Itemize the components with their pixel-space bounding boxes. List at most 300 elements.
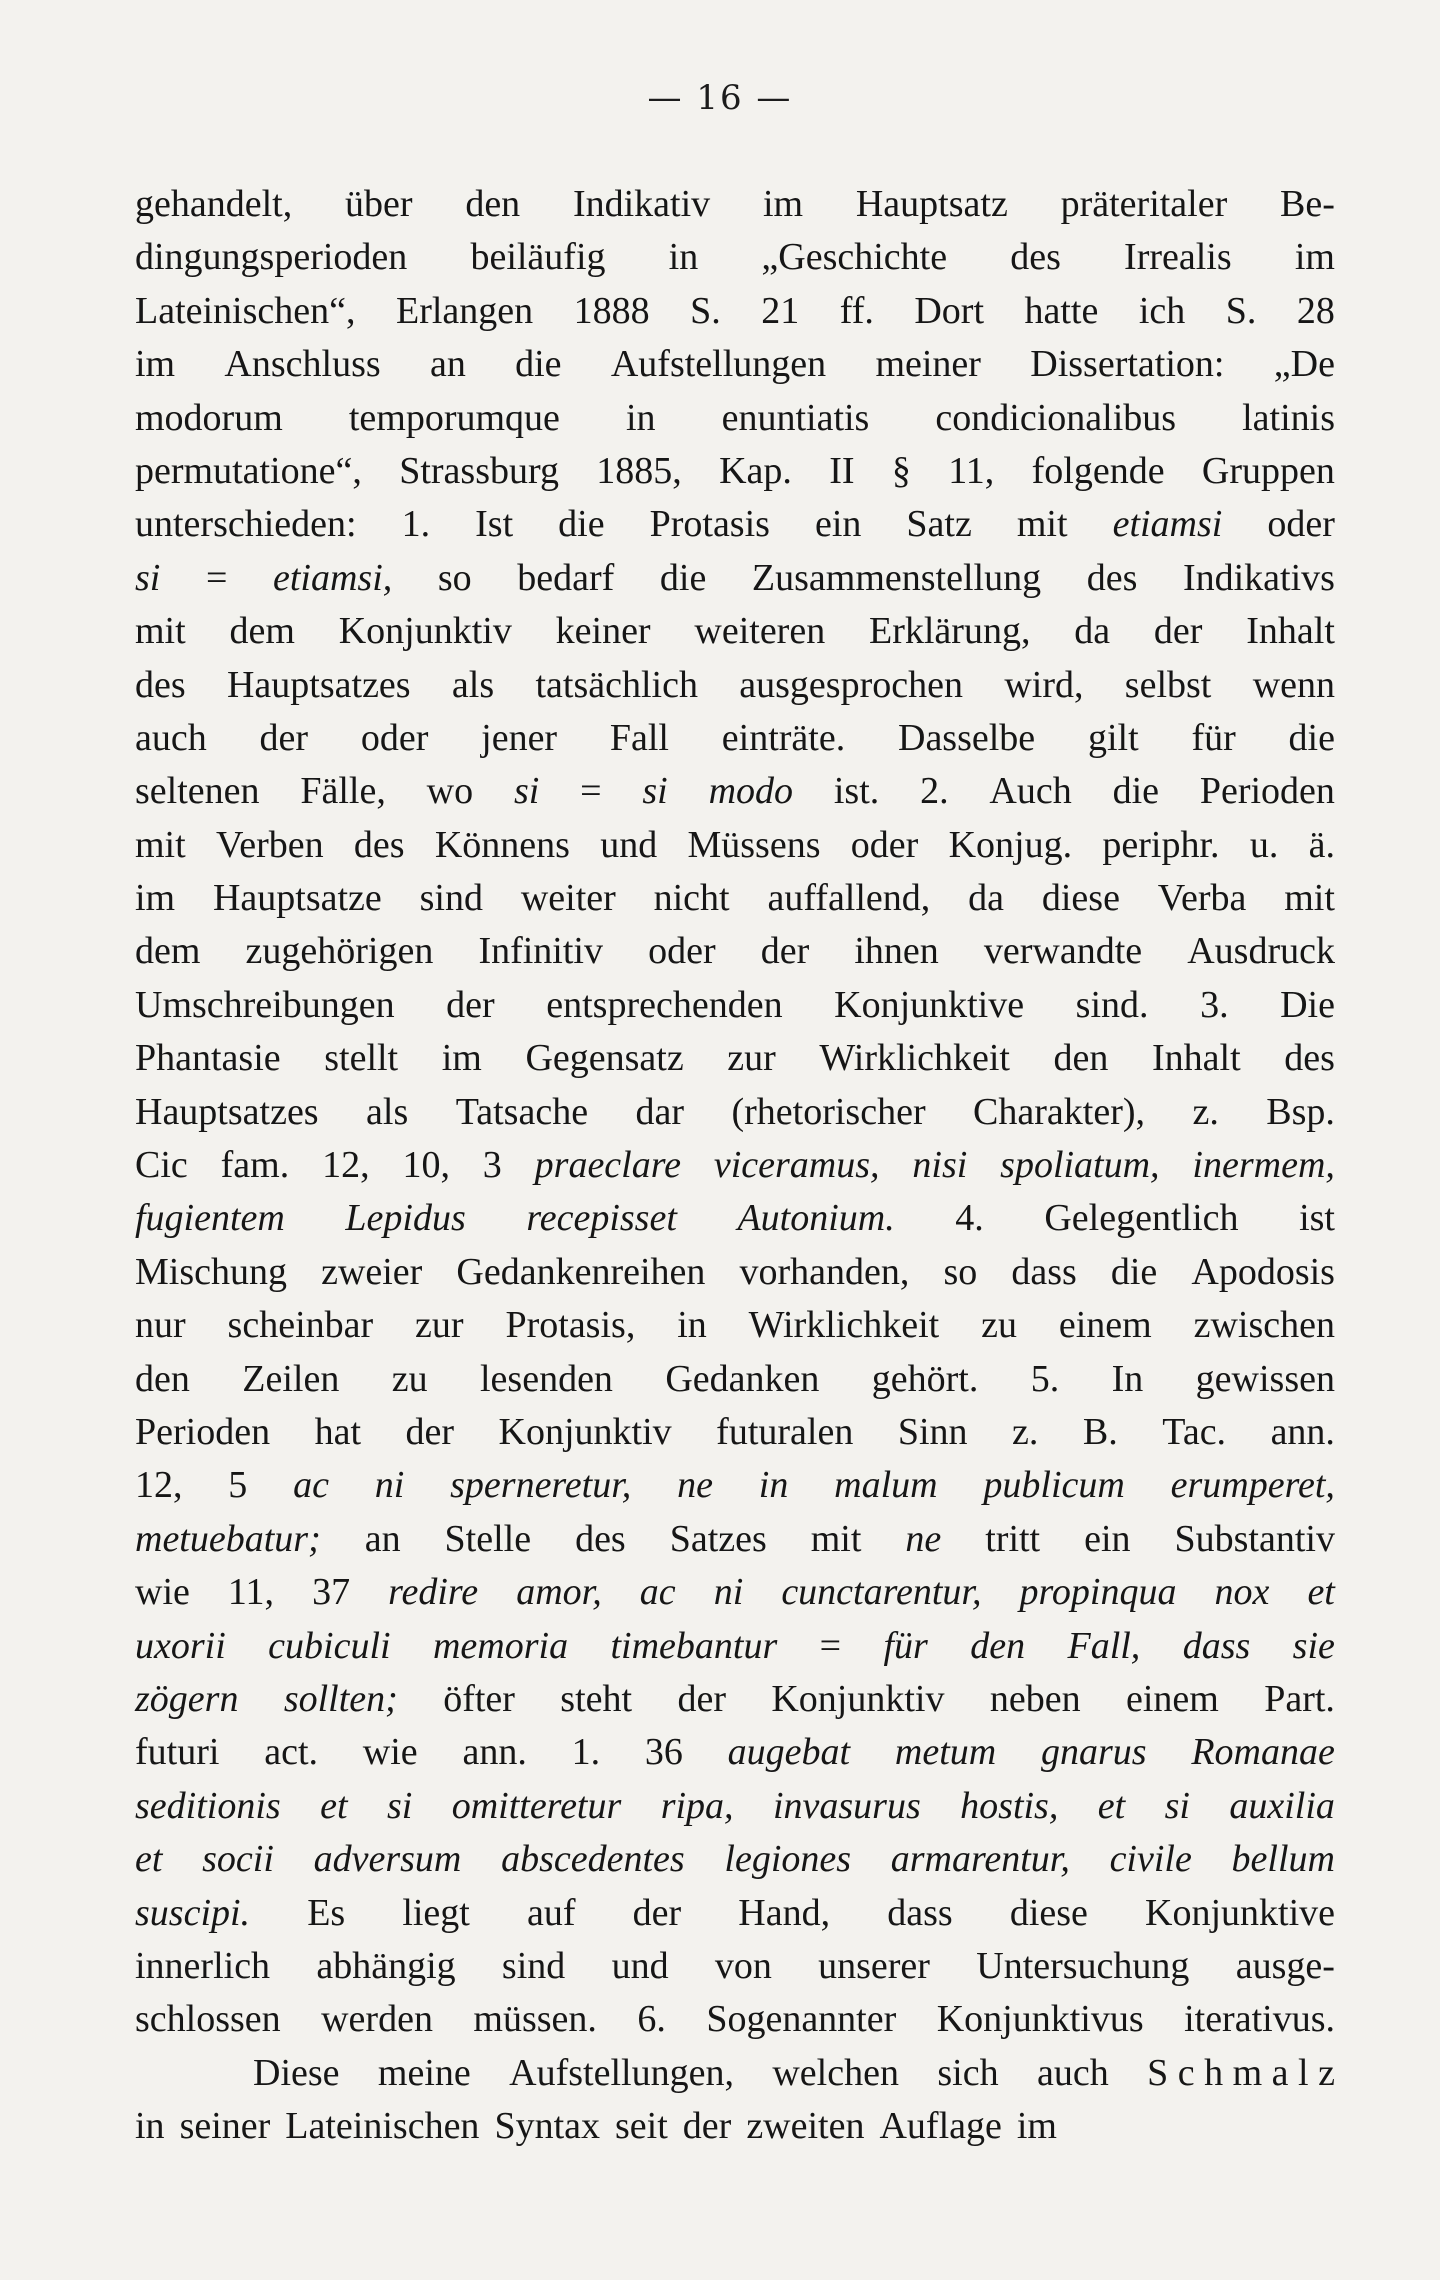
word: =: [205, 556, 228, 599]
word: Konjunktive: [834, 983, 1025, 1026]
text-line: [135, 1086, 1335, 1139]
word: sie: [1292, 1624, 1335, 1667]
word: Zeilen: [242, 1357, 340, 1400]
word: für: [883, 1624, 928, 1667]
word: Indikativs: [1182, 556, 1335, 599]
word: weiter: [520, 877, 616, 920]
word: 12,: [322, 1144, 370, 1187]
word: Inhalt: [1246, 610, 1335, 653]
word: spoliatum,: [1000, 1144, 1160, 1187]
word: Romanae: [1191, 1731, 1335, 1774]
word: auch: [135, 716, 207, 759]
word: Müssens: [687, 823, 821, 866]
word: ff.: [839, 289, 874, 332]
word: abscedentes: [501, 1838, 685, 1881]
word: ihnen: [854, 930, 939, 973]
word: ann.: [462, 1731, 527, 1774]
word: 6.: [637, 1998, 666, 2041]
word: dar: [635, 1090, 685, 1133]
word: B.: [1082, 1410, 1118, 1453]
word: et: [320, 1784, 348, 1827]
word: permutatione“,: [135, 449, 362, 492]
word: des: [1086, 556, 1138, 599]
word: Indikativ: [572, 183, 711, 225]
word: die: [1112, 770, 1159, 813]
word: recepisset: [526, 1197, 677, 1240]
word: zu: [391, 1357, 428, 1400]
word: 1.: [401, 503, 431, 546]
word: Perioden: [1199, 770, 1335, 813]
word: erumperet,: [1170, 1464, 1335, 1507]
word: der: [1153, 610, 1203, 653]
word: dass: [1011, 1250, 1077, 1293]
word: socii: [202, 1838, 274, 1881]
word: sind: [501, 1944, 566, 1987]
word: die: [558, 503, 605, 546]
text-line: [135, 1566, 1335, 1619]
word: oder: [850, 823, 919, 866]
word: ann.: [1270, 1410, 1335, 1453]
word: unterschieden:: [135, 503, 357, 546]
word: abhängig: [316, 1944, 456, 1987]
word: lesenden: [479, 1357, 613, 1400]
text-line: [135, 1032, 1335, 1085]
word: suscipi.: [135, 1891, 251, 1934]
word: omitteretur: [451, 1784, 622, 1827]
word: Verben: [215, 823, 324, 866]
word: als: [366, 1090, 409, 1133]
word: der: [677, 1677, 726, 1720]
word: Wirklichkeit: [819, 1037, 1010, 1080]
word: futuralen: [716, 1410, 854, 1453]
word: armarentur,: [890, 1838, 1070, 1881]
word: Untersuchung: [976, 1944, 1190, 1987]
word: periphr.: [1102, 823, 1220, 866]
text-line: [135, 819, 1335, 872]
word: ausge-: [1235, 1944, 1335, 1987]
word: Tatsache: [455, 1090, 589, 1133]
word: Fälle,: [300, 770, 386, 813]
word: Dissertation:: [1030, 343, 1225, 386]
word: condicionalibus: [935, 396, 1177, 439]
word: Auflage: [879, 2105, 1002, 2148]
word: Hauptsatzes: [226, 663, 411, 706]
word: mit: [810, 1517, 862, 1560]
word: über: [345, 183, 413, 225]
word: Auch: [989, 770, 1072, 813]
word: Konjunktiv: [771, 1677, 945, 1720]
word: sollten;: [283, 1677, 398, 1720]
word: publicum: [983, 1464, 1125, 1507]
word: auxilia: [1229, 1784, 1335, 1827]
word: ä.: [1308, 823, 1335, 866]
word: etiamsi,: [272, 556, 393, 599]
word: Ist: [475, 503, 514, 546]
text-line: [135, 231, 1335, 284]
word: als: [451, 663, 495, 706]
text-line: [135, 605, 1335, 658]
word: diese: [1041, 877, 1120, 920]
word: den: [465, 183, 521, 225]
word: gehört.: [871, 1357, 979, 1400]
text-line: [135, 765, 1335, 818]
word: der: [682, 2105, 732, 2148]
word: müssen.: [473, 1998, 597, 2041]
word: wird,: [1004, 663, 1084, 706]
text-line: [135, 1620, 1335, 1673]
text-line: [135, 285, 1335, 338]
word: für: [1191, 716, 1236, 759]
word: Charakter),: [973, 1090, 1146, 1133]
word: neben: [989, 1677, 1081, 1720]
word: S.: [690, 289, 721, 332]
text-line: [135, 1299, 1335, 1352]
word: den: [135, 1357, 190, 1400]
word: der: [446, 983, 495, 1026]
word: mit: [1284, 877, 1335, 920]
word: timebantur: [610, 1624, 778, 1667]
word: des: [1284, 1037, 1335, 1080]
word: Gelegentlich: [1044, 1197, 1239, 1240]
word: modo: [708, 770, 794, 813]
text-line: [135, 338, 1335, 391]
word: ausgesprochen: [739, 663, 963, 706]
word: si: [642, 770, 668, 813]
text-line: [135, 1139, 1335, 1192]
word: =: [819, 1624, 842, 1667]
word: in: [135, 2105, 165, 2148]
word: des: [135, 663, 186, 706]
word: Lateinischen: [285, 2105, 480, 2148]
text-line: [135, 1246, 1335, 1299]
word: von: [714, 1944, 772, 1987]
word: die: [1288, 716, 1335, 759]
word: ist.: [833, 770, 880, 813]
word: S.: [1225, 289, 1257, 332]
text-line: [135, 1406, 1335, 1459]
word: 5: [228, 1464, 248, 1507]
word: hat: [314, 1410, 362, 1453]
word: dingungsperioden: [135, 236, 408, 279]
word: =: [580, 770, 602, 813]
word: nox: [1214, 1571, 1270, 1614]
word: der: [760, 930, 810, 973]
word: nisi: [912, 1144, 968, 1187]
word: gewissen: [1195, 1357, 1335, 1400]
word: II: [829, 449, 855, 492]
word: auf: [526, 1891, 576, 1934]
word: ne: [905, 1517, 942, 1560]
word: Konjunktiv: [338, 610, 512, 653]
word: enuntiatis: [721, 396, 870, 439]
word: ac: [293, 1464, 329, 1507]
word: wo: [426, 770, 474, 813]
word: zweiten: [746, 2105, 865, 2148]
word: da: [968, 877, 1005, 920]
word: 10,: [402, 1144, 450, 1187]
word: Hauptsatzes: [135, 1090, 319, 1133]
word: diese: [1009, 1891, 1088, 1934]
word: zweier: [321, 1250, 423, 1293]
word: etiamsi: [1112, 503, 1223, 546]
word: cunctarentur,: [781, 1571, 982, 1614]
text-line: [135, 2047, 1335, 2100]
text-line: [135, 1833, 1335, 1886]
word: Sogenannter: [706, 1998, 897, 2041]
word: Dasselbe: [898, 716, 1036, 759]
word: innerlich: [135, 1944, 271, 1987]
word: sperneretur,: [450, 1464, 632, 1507]
word: adversum: [313, 1838, 462, 1881]
word: Inhalt: [1152, 1037, 1241, 1080]
word: Erlangen: [396, 289, 534, 332]
word: Umschreibungen: [135, 983, 395, 1026]
word: Hand,: [738, 1891, 831, 1934]
word: dem: [135, 930, 201, 973]
word: dass: [887, 1891, 953, 1934]
word: 3: [482, 1144, 502, 1187]
word: zugehörigen: [245, 930, 434, 973]
word: 1.: [571, 1731, 601, 1774]
word: in: [758, 1464, 789, 1507]
word: gnarus: [1040, 1731, 1147, 1774]
word: civile: [1109, 1838, 1192, 1881]
word: Gegensatz: [525, 1037, 684, 1080]
word: wenn: [1252, 663, 1335, 706]
word: ne: [677, 1464, 713, 1507]
word: 2.: [920, 770, 949, 813]
word: die: [1110, 1250, 1158, 1293]
word: si: [135, 556, 161, 599]
word: meiner: [875, 343, 981, 386]
word: tatsächlich: [535, 663, 698, 706]
word: Irrealis: [1124, 236, 1232, 279]
word: Konjunktivus: [936, 1998, 1144, 2041]
word: Sinn: [897, 1410, 968, 1453]
word: praeclare: [534, 1144, 681, 1187]
word: legiones: [724, 1838, 852, 1881]
word: des: [575, 1517, 626, 1560]
text-line: [135, 872, 1335, 925]
word: der: [632, 1891, 682, 1934]
word: schlossen: [135, 1998, 281, 2041]
word: hostis,: [960, 1784, 1059, 1827]
word: zwischen: [1193, 1304, 1335, 1347]
word: Dort: [914, 289, 984, 332]
word: „Geschichte: [761, 236, 948, 279]
word: Gruppen: [1201, 449, 1335, 492]
word: viceramus,: [713, 1144, 880, 1187]
word: futuri: [135, 1731, 220, 1774]
text-line: [135, 445, 1335, 498]
word: hatte: [1024, 289, 1099, 332]
word: 12,: [135, 1464, 183, 1507]
word: In: [1111, 1357, 1144, 1400]
word: metuebatur;: [135, 1517, 321, 1560]
word: oder: [360, 716, 429, 759]
word: selbst: [1124, 663, 1212, 706]
word: et: [1307, 1571, 1335, 1614]
word: z.: [1192, 1090, 1219, 1133]
word: 11,: [227, 1571, 275, 1614]
page-number: — 16 —: [647, 78, 793, 118]
text-line: [135, 1887, 1335, 1940]
word: zögern: [135, 1677, 239, 1720]
word: Mischung: [135, 1250, 287, 1293]
word: temporumque: [348, 396, 560, 439]
word: Cic: [135, 1144, 188, 1187]
word: und: [600, 823, 658, 866]
word: Konjug.: [948, 823, 1073, 866]
word: im: [135, 343, 176, 386]
word: Autonium.: [737, 1197, 895, 1240]
word: oder: [648, 930, 716, 973]
word: 11,: [948, 449, 995, 492]
word: an: [364, 1517, 401, 1560]
word: präteritaler: [1060, 183, 1228, 225]
word: fugientem: [135, 1197, 285, 1240]
word: Be-: [1280, 183, 1335, 225]
word: Kap.: [719, 449, 792, 492]
word: welchen: [772, 2051, 899, 2094]
word: (rhetorischer: [731, 1090, 926, 1133]
word: den: [970, 1624, 1026, 1667]
word: amor,: [516, 1571, 602, 1614]
word: liegt: [402, 1891, 470, 1934]
word: ripa,: [660, 1784, 734, 1827]
word: stellt: [324, 1037, 399, 1080]
word: Strassburg: [399, 449, 559, 492]
word: 4.: [955, 1197, 984, 1240]
word: öfter: [443, 1677, 515, 1720]
body-text: [135, 178, 1335, 2153]
word: u.: [1249, 823, 1279, 866]
word: bellum: [1231, 1838, 1335, 1881]
word: Hauptsatze: [212, 877, 382, 920]
word: dass: [1182, 1624, 1251, 1667]
word: so: [437, 556, 472, 599]
text-line: [135, 712, 1335, 765]
word: zur: [415, 1304, 464, 1347]
text-line: [135, 1726, 1335, 1779]
word: jener: [481, 716, 558, 759]
word: da: [1074, 610, 1111, 653]
text-line: [135, 1459, 1335, 1512]
word: ist: [1299, 1197, 1335, 1240]
word: „De: [1273, 343, 1335, 386]
word: in: [677, 1304, 707, 1347]
word: Aufstellungen,: [509, 2051, 734, 2094]
word: im: [1016, 2105, 1057, 2148]
word: auffallend,: [767, 877, 931, 920]
word: ein: [814, 503, 862, 546]
word: bedarf: [517, 556, 615, 599]
word: einträte.: [721, 716, 846, 759]
word: 37: [312, 1571, 351, 1614]
word: Protasis: [649, 503, 770, 546]
word: mit: [1016, 503, 1068, 546]
word: iterativus.: [1184, 1998, 1335, 2041]
word: nur: [135, 1304, 186, 1347]
word: entsprechenden: [546, 983, 783, 1026]
word: Gedankenreihen: [456, 1250, 706, 1293]
word: Diese: [253, 2051, 340, 2094]
word: des: [353, 823, 405, 866]
text-line: [135, 1673, 1335, 1726]
word: im: [1294, 236, 1335, 279]
word: Fall: [609, 716, 669, 759]
word: et: [135, 1838, 163, 1881]
text-line: [135, 1940, 1335, 1993]
word: metum: [894, 1731, 997, 1774]
text-line: [135, 392, 1335, 445]
text-line: [135, 925, 1335, 978]
word: Anschluss: [224, 343, 381, 386]
word: Apodosis: [1191, 1250, 1335, 1293]
word: Syntax: [494, 2105, 600, 2148]
word: keiner: [555, 610, 651, 653]
word: meine: [377, 2051, 471, 2094]
text-line: [135, 1993, 1335, 2046]
word: §: [891, 449, 911, 492]
word: weiteren: [694, 610, 826, 653]
text-line: [135, 552, 1335, 605]
word: der: [405, 1410, 455, 1453]
word: vorhanden,: [739, 1250, 910, 1293]
word: 1885,: [596, 449, 682, 492]
word: Lateinischen“,: [135, 289, 356, 332]
word: 36: [644, 1731, 683, 1774]
word: ac: [639, 1571, 676, 1614]
word: propinqua: [1019, 1571, 1177, 1614]
word: gehandelt,: [135, 183, 293, 225]
word: augebat: [727, 1731, 851, 1774]
word: tritt: [985, 1517, 1041, 1560]
word: dem: [229, 610, 295, 653]
word: Lepidus: [345, 1197, 466, 1240]
word: Phantasie: [135, 1037, 281, 1080]
text-line: [135, 2100, 1335, 2153]
word: sind: [419, 877, 483, 920]
word: wie: [135, 1571, 190, 1614]
word: 28: [1296, 289, 1335, 332]
word: Stelle: [444, 1517, 532, 1560]
word: 1888: [573, 289, 650, 332]
word: fam.: [220, 1144, 290, 1187]
word: die: [515, 343, 562, 386]
text-line: [135, 659, 1335, 712]
word: memoria: [432, 1624, 569, 1667]
word: modorum: [135, 396, 283, 439]
word: malum: [834, 1464, 938, 1507]
word: Erklärung,: [869, 610, 1031, 653]
word: beiläufig: [470, 236, 606, 279]
word: Könnens: [434, 823, 570, 866]
word: im: [441, 1037, 482, 1080]
word: Konjunktive: [1145, 1891, 1335, 1934]
word: Substantiv: [1174, 1517, 1335, 1560]
word: seltenen: [135, 770, 260, 813]
word: Ausdruck: [1187, 930, 1335, 973]
text-line: [135, 498, 1335, 551]
word: an: [429, 343, 466, 386]
word: Hauptsatz: [855, 183, 1008, 225]
word: im: [135, 877, 176, 920]
word: den: [1053, 1037, 1109, 1080]
text-line: [135, 979, 1335, 1032]
word: zur: [727, 1037, 776, 1080]
word: Bsp.: [1266, 1090, 1335, 1133]
